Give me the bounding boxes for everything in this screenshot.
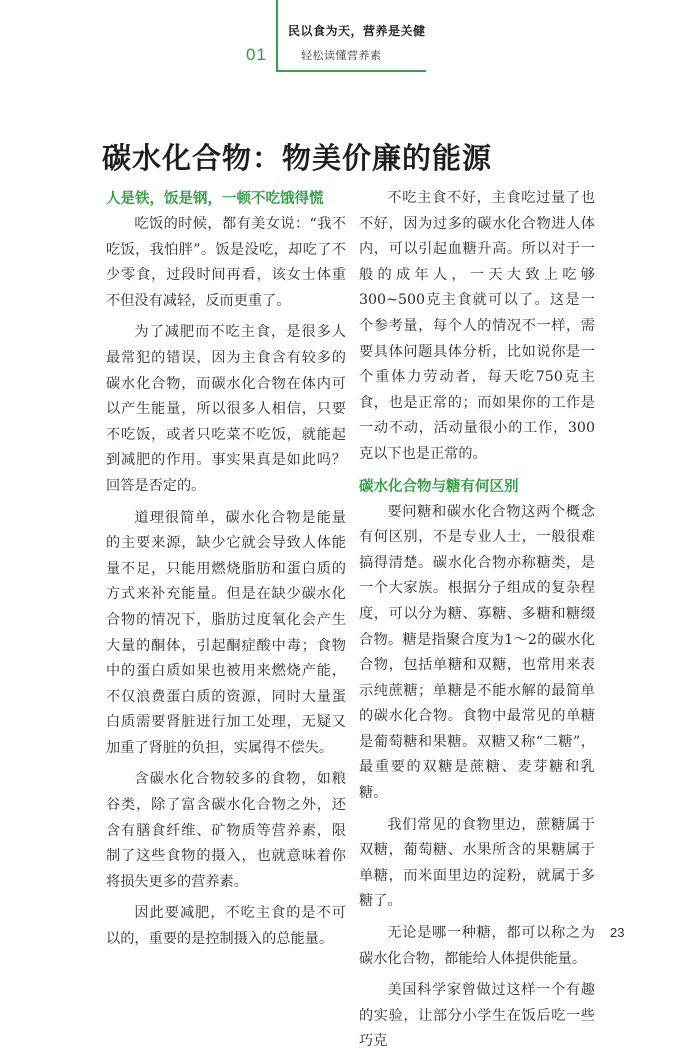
body-paragraph: 不吃主食不好，主食吃过量了也不好，因为过多的碳水化合物进人体内，可以引起血糖升高。所以对于一般的成年人，一天大致上吃够300~500克主食就可以了。这是一个参考量，每个人的情况不一样，需要具体问题具体分析，比如说你是一个重体力劳动者，每天吃750克主食，也是正常的；而如果你的工作是一动不动，活动量很小的工作，300克以下也是正常的。	[359, 190, 595, 462]
section-heading: 碳水化合物与糖有何区别	[359, 478, 519, 495]
body-paragraph: 含碳水化合物较多的食物，如粮谷类，除了富含碳水化合物之外，还含有膳食纤维、矿物质等营养素，限制了这些食物的摄入，也就意味着你将损失更多的营养素。	[106, 771, 346, 890]
body-paragraph: 因此要减肥，不吃主食的是不可以的，重要的是控制摄入的总能量。	[106, 905, 346, 948]
body-paragraph: 为了减肥而不吃主食，是很多人最常犯的错误，因为主食含有较多的碳水化合物，而碳水化合物在体内可以产生能量，所以很多人相信，只要不吃饭，或者只吃菜不吃饭，就能起到减肥的作用。事实果真是如此吗？回答是否定的。	[106, 324, 346, 494]
right-column	[359, 186, 595, 1061]
header-vertical-rule	[276, 0, 278, 72]
body-paragraph: 道理很简单，碳水化合物是能量的主要来源，缺少它就会导致人体能量不足，只能用燃烧脂肪和蛋白质的方式来补充能量。但是在缺少碳水化合物的情况下，脂肪过度氧化会产生大量的酮体，引起酮症酸中毒；食物中的蛋白质如果也被用来燃烧产能，不仅浪费蛋白质的资源，同时大量蛋白质需要肾脏进行加工处理，无疑又加重了肾脏的负担，实属得不偿失。	[106, 509, 346, 756]
body-paragraph: 我们常见的食物里边，蔗糖属于双糖，葡萄糖、水果所含的果糖属于单糖，而米面里边的淀粉，就属于多糖了。	[359, 816, 595, 910]
body-paragraph: 要问糖和碳水化合物这两个概念有何区别，不是专业人士，一般很难搞得清楚。碳水化合物亦称糖类，是一个大家族。根据分子组成的复杂程度，可以分为糖、寡糖、多糖和糖缀合物。糖是指聚合度为1～2的碳水化合物，包括单糖和双糖，也常用来表示纯蔗糖；单糖是不能水解的最简单的碳水化合物。食物中最常见的单糖是葡萄糖和果糖。双糖又称“二糖”，最重要的双糖是蔗糖、麦芽糖和乳糖。	[359, 503, 595, 802]
running-header-subtitle: 轻松读懂营养素	[301, 49, 382, 62]
body-paragraph: 吃饭的时候，都有美女说：“我不吃饭，我怕胖”。饭是没吃，却吃了不少零食，过段时间再看，该女士体重不但没有减轻，反而更重了。	[106, 216, 346, 309]
header-horizontal-rule	[276, 70, 426, 72]
left-column	[106, 186, 346, 959]
chapter-number: 01	[246, 45, 267, 64]
body-paragraph: 美国科学家曾做过这样一个有趣的实验，让部分小学生在饭后吃一些巧克	[359, 982, 595, 1050]
section-heading: 人是铁，饭是钢，一顿不吃饿得慌	[106, 191, 324, 207]
page-number: 23	[610, 925, 625, 940]
page-title: 碳水化合物：物美价廉的能源	[102, 141, 493, 175]
body-paragraph: 无论是哪一种糖，都可以称之为碳水化合物，都能给人体提供能量。	[359, 925, 595, 967]
running-header-title: 民以食为天，营养是关健	[288, 24, 426, 38]
